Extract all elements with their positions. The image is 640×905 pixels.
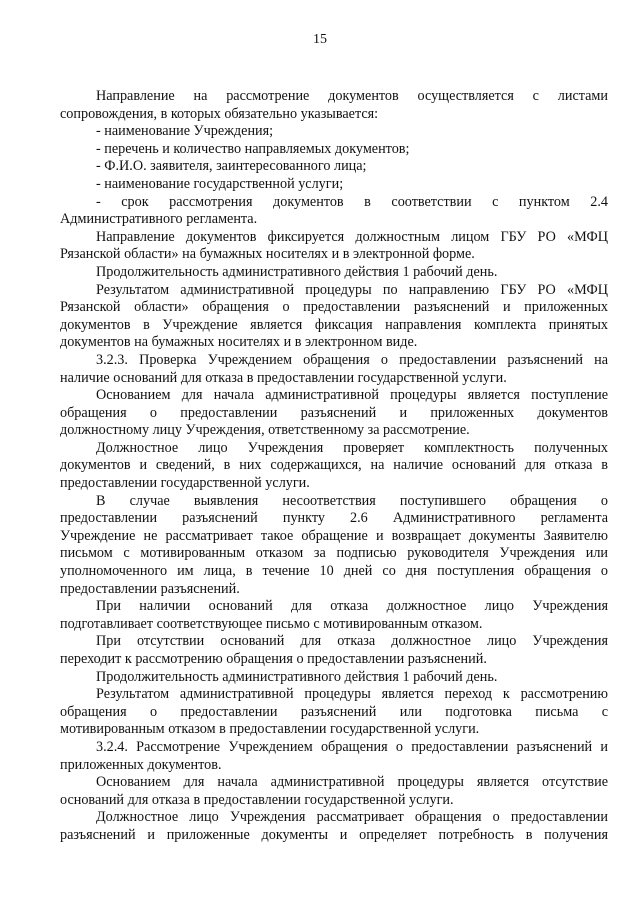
text-line: - перечень и количество направляемых документов;	[96, 140, 410, 157]
text-line: разъяснений и приложенные документы и определяет потребность в получения	[60, 826, 608, 843]
text-line: Учреждение не рассматривает такое обращение и возвращает документы Заявителю	[60, 527, 608, 544]
text-line: - срок рассмотрения документов в соответствии с пунктом 2.4	[96, 193, 608, 210]
text-line: уполномоченного им лица, в течение 10 дней со дня поступления обращения о	[60, 563, 608, 580]
text-line: - Ф.И.О. заявителя, заинтересованного лица;	[96, 158, 367, 175]
text-line: переходит к рассмотрению обращения о предоставлении разъяснений.	[60, 651, 487, 667]
body-text	[60, 88, 608, 845]
text-line: обращения о предоставлении разъяснений или подготовка письма с	[60, 703, 608, 720]
text-line: Рязанской области» на бумажных носителях и в электронной форме.	[60, 246, 475, 263]
text-line: Административного регламента.	[60, 211, 258, 228]
text-line: оснований для отказа в предоставлении государственной услуги.	[60, 791, 454, 808]
text-line: сопровождения, в которых обязательно указывается:	[60, 105, 379, 122]
text-line: Рязанской области» обращения о предоставлении разъяснений и приложенных	[60, 299, 608, 316]
text-line: письмом с мотивированным отказом за подписью руководителя Учреждения или	[60, 545, 608, 562]
text-line: предоставлении разъяснений пункту 2.6 Административного регламента	[60, 510, 608, 527]
text-line: Должностное лицо Учреждения проверяет комплектность полученных	[96, 439, 608, 456]
page-number: 15	[313, 32, 327, 47]
text-line: документов в Учреждение является фиксация направления комплекта принятых	[60, 316, 608, 333]
text-line: Основанием для начала административной процедуры является поступление	[96, 387, 608, 404]
text-line: Основанием для начала административной процедуры является отсутствие	[96, 774, 608, 791]
text-line: При наличии оснований для отказа должностное лицо Учреждения	[96, 598, 608, 615]
text-line: подготавливает соответствующее письмо с мотивированным отказом.	[60, 615, 483, 632]
text-line: Результатом административной процедуры по направлению ГБУ РО «МФЦ	[96, 281, 608, 298]
text-line: Направление документов фиксируется должностным лицом ГБУ РО «МФЦ	[96, 228, 608, 245]
text-line: Должностное лицо Учреждения рассматривает обращения о предоставлении	[96, 809, 608, 826]
text-line: документов и сведений, в них содержащихся, на наличие оснований для отказа в	[60, 457, 608, 474]
text-line: должностному лицу Учреждения, ответственному за рассмотрение.	[60, 422, 470, 439]
text-line: предоставлении государственной услуги.	[60, 475, 310, 492]
text-line: приложенных документов.	[60, 756, 222, 773]
text-line: предоставлении разъяснений.	[60, 580, 240, 597]
text-line: 3.2.4. Рассмотрение Учреждением обращения о предоставлении разъяснений и	[96, 738, 608, 755]
text-line: - наименование Учреждения;	[96, 123, 274, 140]
text-line: - наименование государственной услуги;	[96, 175, 344, 192]
text-line: Результатом административной процедуры является переход к рассмотрению	[96, 686, 608, 703]
text-line: Продолжительность административного действия 1 рабочий день.	[96, 668, 498, 685]
text-line: Направление на рассмотрение документов осуществляется с листами	[96, 88, 608, 104]
text-line: При отсутствии оснований для отказа должностное лицо Учреждения	[96, 633, 608, 650]
text-line: Продолжительность административного действия 1 рабочий день.	[96, 263, 498, 280]
text-line: обращения о предоставлении разъяснений и приложенных документов	[60, 404, 608, 421]
text-line: документов на бумажных носителях и в электронном виде.	[60, 334, 418, 351]
text-line: В случае выявления несоответствия поступившего обращения о	[96, 492, 608, 509]
text-line: 3.2.3. Проверка Учреждением обращения о предоставлении разъяснений на	[96, 351, 608, 368]
text-line: наличие оснований для отказа в предоставлении государственной услуги.	[60, 369, 507, 386]
text-line: мотивированным отказом в предоставлении государственной услуги.	[60, 721, 480, 738]
